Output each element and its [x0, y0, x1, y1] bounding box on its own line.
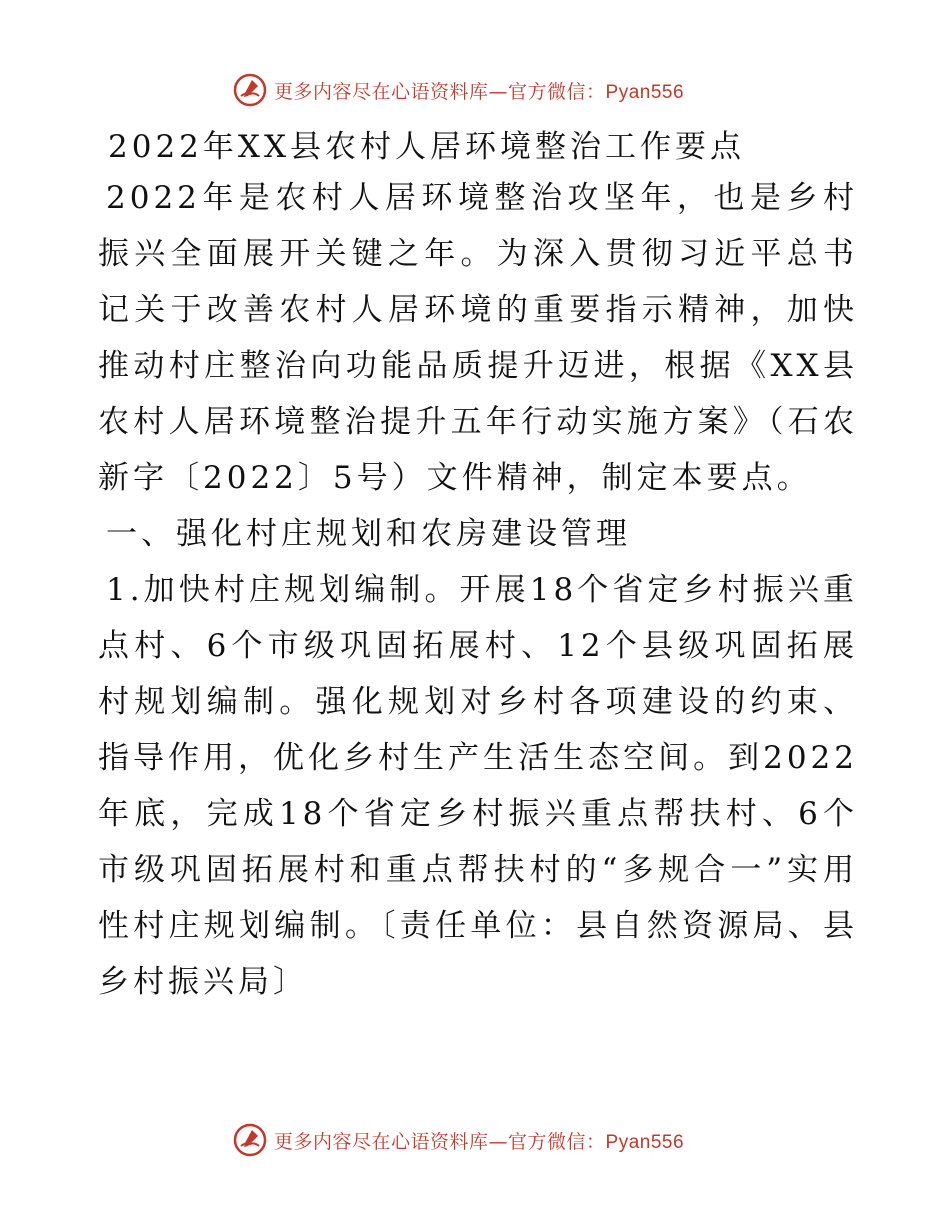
wechat-id: Pyan556: [605, 81, 685, 103]
document-title: 2022年XX县农村人居环境整治工作要点: [108, 129, 746, 165]
watermark-text: 更多内容尽在心语资料库—官方微信：Pyan556: [274, 80, 685, 103]
book-pen-logo-icon: [232, 72, 268, 108]
watermark-banner-bottom: [232, 1120, 732, 1160]
wechat-id: Pyan556: [605, 1131, 685, 1153]
section-heading: 一、强化村庄规划和农房建设管理: [106, 516, 631, 552]
document-body: [98, 124, 858, 1010]
watermark-text: 更多内容尽在心语资料库—官方微信：Pyan556: [274, 1130, 685, 1153]
intro-paragraph: 2022年是农村人居环境整治攻坚年，也是乡村振兴全面展开关键之年。为深入贯彻习近平总书记关于改善农村人居环境的重要指示精神，加快推动村庄整治向功能品质提升迈进，根据《XX县农村人居环境整治提升五年行动实施方案》（石农新字〔2022〕5号）文件精神，制定本要点。: [98, 180, 858, 496]
book-pen-logo-icon: [232, 1122, 268, 1158]
watermark-banner-top: [232, 70, 732, 110]
item-1-paragraph: 1.加快村庄规划编制。开展18个省定乡村振兴重点村、6个市级巩固拓展村、12个县级巩固拓展村规划编制。强化规划对乡村各项建设的约束、指导作用，优化乡村生产生活生态空间。到2022年底，完成18个省定乡村振兴重点帮扶村、6个市级巩固拓展村和重点帮扶村的“多规合一”实用性村庄规划编制。〔责任单位：县自然资源局、县乡村振兴局〕: [98, 572, 858, 1000]
